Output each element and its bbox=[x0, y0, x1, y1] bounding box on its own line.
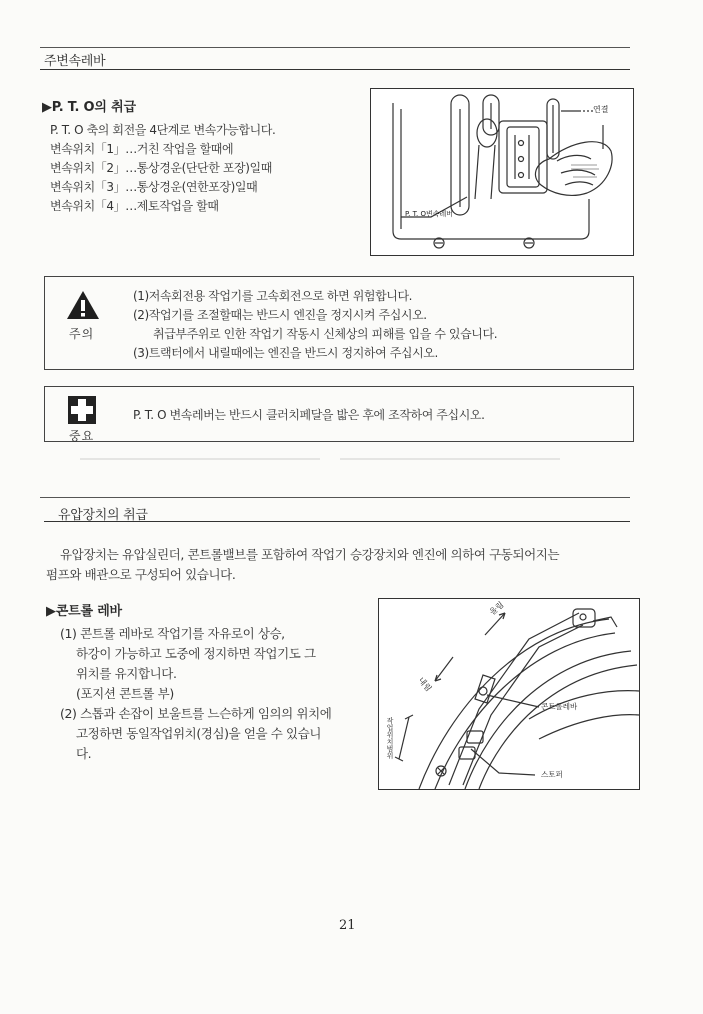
pto-line: 변속위치「4」…제토작업을 할때 bbox=[50, 199, 219, 213]
hydraulic-intro-line: 유압장치는 유압실린더, 콘트롤밸브를 포함하여 작업기 승강장치와 엔진에 의하여 구동되어지는 bbox=[60, 547, 560, 562]
scan-bleed bbox=[80, 458, 320, 460]
pto-lever-figure bbox=[370, 88, 634, 256]
hydraulic-intro-line: 펌프와 배관으로 구성되어 있습니다. bbox=[46, 567, 236, 582]
lever-fig-label-up: 올림 bbox=[487, 600, 506, 617]
lever-fig-label-stopper: 스토퍼 bbox=[541, 770, 563, 779]
control-line: 고정하면 동일작업위치(경심)을 얻을 수 있습니 bbox=[76, 726, 322, 741]
caution-box bbox=[44, 276, 634, 370]
control-lever-figure bbox=[378, 598, 640, 790]
caution-label: 주의 bbox=[69, 327, 95, 341]
pto-fig-label-lever: P. T. O변속레버 bbox=[405, 210, 454, 218]
important-cross-icon bbox=[67, 395, 97, 425]
caution-line: 취급부주위로 인한 작업기 작동시 신체상의 피해를 입을 수 있습니다. bbox=[153, 327, 498, 341]
control-lever-drawing bbox=[379, 599, 639, 789]
pto-heading: ▶P. T. O의 취급 bbox=[42, 100, 136, 115]
hydraulic-title: 유압장치의 취급 bbox=[58, 508, 148, 523]
scan-bleed bbox=[340, 458, 560, 460]
control-line: (포지션 콘트롤 부) bbox=[76, 686, 174, 701]
header-rule bbox=[40, 69, 630, 70]
control-line: 다. bbox=[76, 746, 92, 761]
lever-fig-label-down: 내림 bbox=[416, 675, 434, 694]
control-line: (1) 콘트롤 레바로 작업기를 자유로이 상승, bbox=[60, 626, 285, 641]
pto-line: P. T. O 축의 회전을 4단계로 변속가능합니다. bbox=[50, 123, 276, 137]
warning-icon bbox=[65, 289, 101, 321]
pto-line: 변속위치「1」…거친 작업을 할때에 bbox=[50, 142, 234, 156]
pto-line: 변속위치「2」…통상경운(단단한 포장)일때 bbox=[50, 161, 272, 175]
hydraulic-rule bbox=[44, 521, 630, 522]
control-line: (2) 스톱과 손잡이 보울트를 느슨하게 임의의 위치에 bbox=[60, 706, 332, 721]
important-text: P. T. O 변속레버는 반드시 클러치페달을 밟은 후에 조작하여 주십시오. bbox=[133, 408, 485, 422]
control-heading: ▶콘트롤 레바 bbox=[46, 604, 122, 619]
important-box bbox=[44, 386, 634, 442]
caution-line: (2)작업기를 조절할때는 반드시 엔진을 정지시켜 주십시오. bbox=[133, 308, 427, 322]
lever-fig-label-work-pos: 작업위치범위 bbox=[386, 717, 394, 759]
header-rule-top bbox=[40, 47, 630, 48]
pto-line: 변속위치「3」…통상경운(연한포장)일때 bbox=[50, 180, 258, 194]
page-number: 21 bbox=[339, 918, 356, 933]
pto-fig-label-connect: 연결 bbox=[593, 105, 609, 114]
caution-line: (3)트랙터에서 내릴때에는 엔진을 반드시 정지하여 주십시오. bbox=[133, 346, 438, 360]
control-line: 위치를 유지합니다. bbox=[76, 666, 177, 681]
hydraulic-rule-top bbox=[40, 497, 630, 498]
important-label: 중요 bbox=[69, 429, 95, 443]
control-line: 하강이 가능하고 도중에 정지하면 작업기도 그 bbox=[76, 646, 316, 661]
caution-line: (1)저속회전용 작업기를 고속회전으로 하면 위험합니다. bbox=[133, 289, 413, 303]
lever-fig-label-control-lever: 콘트롤레바 bbox=[541, 702, 578, 711]
page-header: 주변속레바 bbox=[44, 54, 106, 69]
